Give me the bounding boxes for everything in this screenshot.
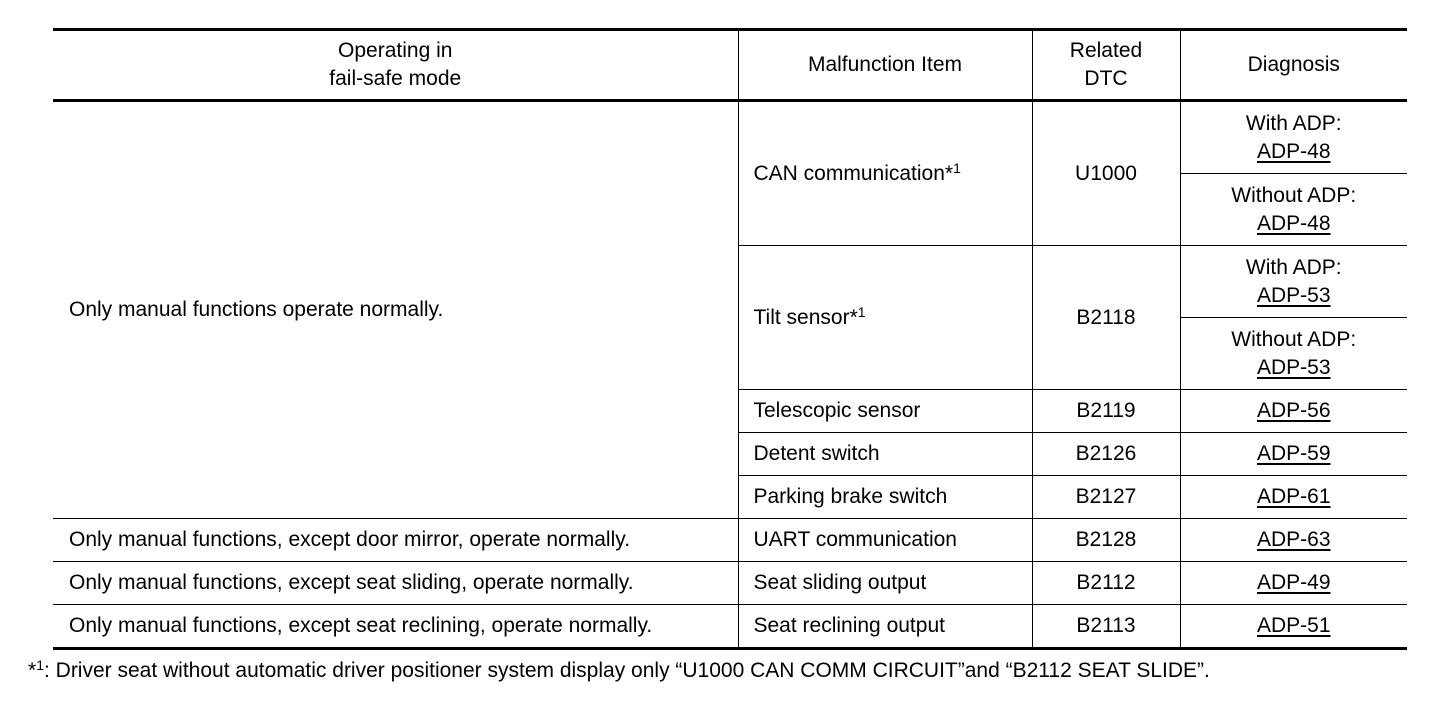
fail-safe-table [53, 28, 1407, 650]
footnote: *$^1$: Driver seat without automatic driver positioner system display only “U1000 CAN COMM CIRCUIT”and “B2112 SEAT SLIDE”. [28, 657, 1210, 682]
diagnosis-cell: With ADP: ADP-53 [1180, 246, 1407, 318]
malfunction-item-cell: Seat sliding output [738, 562, 1032, 605]
footnote-reference: 1 [857, 303, 866, 320]
diagnosis-link[interactable]: ADP-53 [1256, 283, 1331, 307]
operating-mode-cell: Only manual functions, except door mirror, operate normally. [53, 519, 738, 562]
dtc-cell: U1000 [1032, 101, 1180, 246]
diagnosis-link[interactable]: ADP-49 [1256, 571, 1331, 594]
diagnosis-cell [1180, 605, 1407, 649]
malfunction-item-cell: Detent switch [738, 433, 1032, 476]
diagnosis-cell: Without ADP: ADP-53 [1180, 318, 1407, 390]
operating-mode-cell: Only manual functions, except seat sliding, operate normally. [53, 562, 738, 605]
diagnosis-link[interactable]: ADP-53 [1256, 355, 1331, 379]
diagnosis-link[interactable]: ADP-56 [1256, 399, 1331, 422]
diagnosis-link[interactable]: ADP-48 [1256, 139, 1331, 163]
malfunction-item-cell: Tilt sensor*$^1$ [738, 246, 1032, 390]
diagnosis-link[interactable]: ADP-63 [1256, 528, 1331, 551]
dtc-cell: B2127 [1032, 476, 1180, 519]
table-row [53, 519, 1407, 562]
diagnosis-cell [1180, 562, 1407, 605]
header-malfunction-item: Malfunction Item [738, 30, 1032, 101]
header-related-dtc: Related DTC [1032, 30, 1180, 101]
malfunction-item-cell: Parking brake switch [738, 476, 1032, 519]
table-header-row [53, 30, 1407, 101]
malfunction-item-cell: Seat reclining output [738, 605, 1032, 649]
dtc-cell: B2119 [1032, 390, 1180, 433]
diagnosis-link[interactable]: ADP-61 [1256, 485, 1331, 508]
dtc-cell: B2126 [1032, 433, 1180, 476]
diagnosis-cell: With ADP: ADP-48 [1180, 101, 1407, 174]
footnote-reference: 1 [953, 159, 961, 176]
table-row [53, 562, 1407, 605]
dtc-cell: B2118 [1032, 246, 1180, 390]
header-diagnosis: Diagnosis [1180, 30, 1407, 101]
header-operating-mode: Operating in fail-safe mode [53, 30, 738, 101]
footnote-text: : Driver seat without automatic driver positioner system display only “U1000 CAN COMM CIRCUIT”and “B2112 SEAT SLIDE”. [43, 659, 1210, 682]
dtc-cell: B2112 [1032, 562, 1180, 605]
table-row [53, 605, 1407, 649]
diagnosis-cell [1180, 476, 1407, 519]
diagnosis-cell: Without ADP: ADP-48 [1180, 174, 1407, 246]
diagnosis-cell [1180, 390, 1407, 433]
diagnosis-cell [1180, 433, 1407, 476]
operating-mode-cell: Only manual functions, except seat reclining, operate normally. [53, 605, 738, 649]
dtc-cell: B2128 [1032, 519, 1180, 562]
operating-mode-cell: Only manual functions operate normally. [53, 101, 738, 519]
malfunction-item-cell: CAN communication*$^1$ [738, 101, 1032, 246]
diagnosis-link[interactable]: ADP-51 [1256, 614, 1331, 637]
diagnosis-link[interactable]: ADP-48 [1256, 211, 1331, 235]
malfunction-item-cell: UART communication [738, 519, 1032, 562]
dtc-cell: B2113 [1032, 605, 1180, 649]
diagnosis-cell [1180, 519, 1407, 562]
diagnosis-link[interactable]: ADP-59 [1256, 442, 1331, 465]
footnote-marker: 1 [36, 657, 44, 673]
malfunction-item-cell: Telescopic sensor [738, 390, 1032, 433]
table-row [53, 101, 1407, 174]
